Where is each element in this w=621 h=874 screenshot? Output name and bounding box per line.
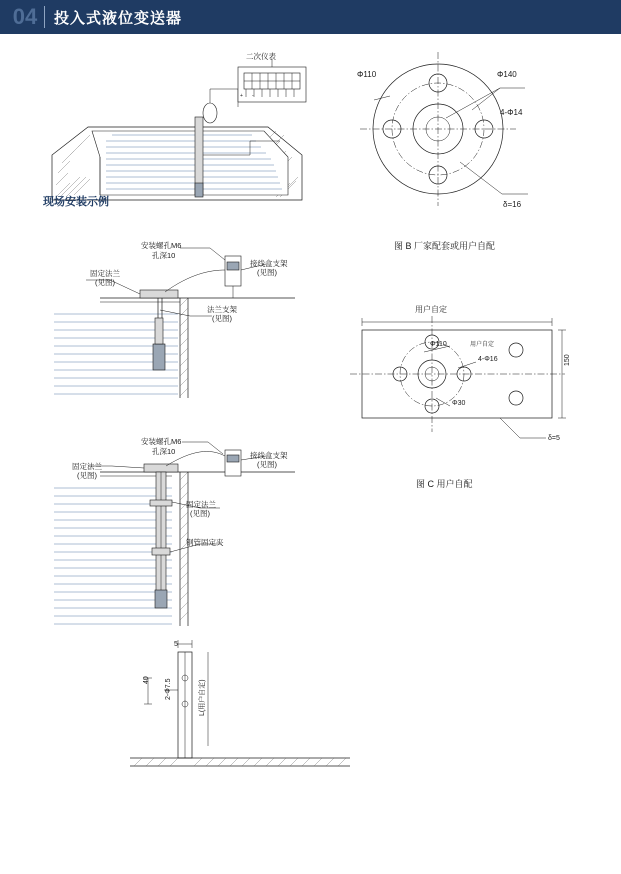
flange-b-inner-dia-label: Φ110: [357, 70, 377, 79]
flange-b-outer-dia-label: Φ140: [497, 70, 517, 79]
mount-bottom-pipe-clamp-label: 钢管固定夹: [186, 538, 224, 547]
mount-bottom-fixed-flange2-label: 固定法兰: [186, 500, 216, 509]
flange-c-thickness-label: δ=5: [548, 435, 560, 442]
header-rule: [236, 31, 621, 34]
mount-bottom-hole-depth-label: 孔深10: [152, 447, 176, 456]
mount-top-screw-hole-label: 安装螺孔M6: [141, 241, 182, 250]
mount-bottom-fixed-flange2-note: (见图): [190, 509, 210, 518]
flange-c-caption: 图 C 用户自配: [416, 479, 473, 489]
bracket-dia-label: 2-Φ7.5: [165, 678, 172, 700]
flange-c-user-defined-label: 用户自定: [470, 342, 495, 348]
header-divider: [44, 6, 45, 28]
figure-flange-b: [350, 52, 580, 227]
flange-b-caption: 图 B 厂家配套或用户自配: [394, 241, 496, 251]
mount-top-fixed-flange-note: (见图): [95, 278, 115, 287]
mount-top-flange-bracket-label: 法兰支架: [207, 305, 237, 314]
flange-c-height-label: 150: [564, 354, 571, 366]
flange-b-holes-label: 4-Φ14: [500, 108, 523, 117]
site-install-caption: 现场安装示例: [43, 196, 109, 208]
bracket-top-dim-label: 5: [174, 641, 178, 648]
figure-flange-c: [350, 312, 580, 452]
mount-top-hole-depth-label: 孔深10: [152, 251, 176, 260]
figure-bracket-detail: [120, 638, 380, 778]
terminal-mark-plus: +: [240, 93, 243, 99]
figure-site-install: [40, 45, 330, 210]
mount-bottom-fixed-flange-label: 固定法兰: [72, 462, 102, 471]
mount-top-flange-bracket-note: (见图): [212, 314, 232, 323]
flange-b-thickness-label: δ=16: [503, 200, 522, 209]
mount-bottom-fixed-flange-note: (见图): [77, 471, 97, 480]
terminal-mark-minus: -: [252, 93, 254, 99]
mount-top-junction-bracket-label: 接线盒支架: [250, 259, 288, 268]
meter-label: 二次仪表: [246, 52, 276, 61]
bracket-left-dim-label: 40: [143, 676, 150, 684]
mount-bottom-screw-hole-label: 安装螺孔M6: [141, 437, 182, 446]
page-title: 投入式液位变送器: [54, 10, 183, 27]
flange-c-center-hole-label: Φ30: [452, 400, 466, 407]
mount-bottom-junction-bracket-note: (见图): [257, 460, 277, 469]
mount-top-junction-bracket-note: (见图): [257, 268, 277, 277]
bracket-length-label: L(用户自定): [199, 679, 206, 716]
flange-c-holes-label: 4-Φ16: [478, 356, 498, 363]
mount-top-fixed-flange-label: 固定法兰: [90, 269, 120, 278]
page-header: [0, 0, 621, 34]
flange-c-title-label: 用户自定: [415, 305, 447, 314]
mount-bottom-junction-bracket-label: 接线盒支架: [250, 451, 288, 460]
page-number: 04: [12, 4, 38, 29]
flange-c-bolt-circle-label: Φ110: [430, 341, 447, 348]
